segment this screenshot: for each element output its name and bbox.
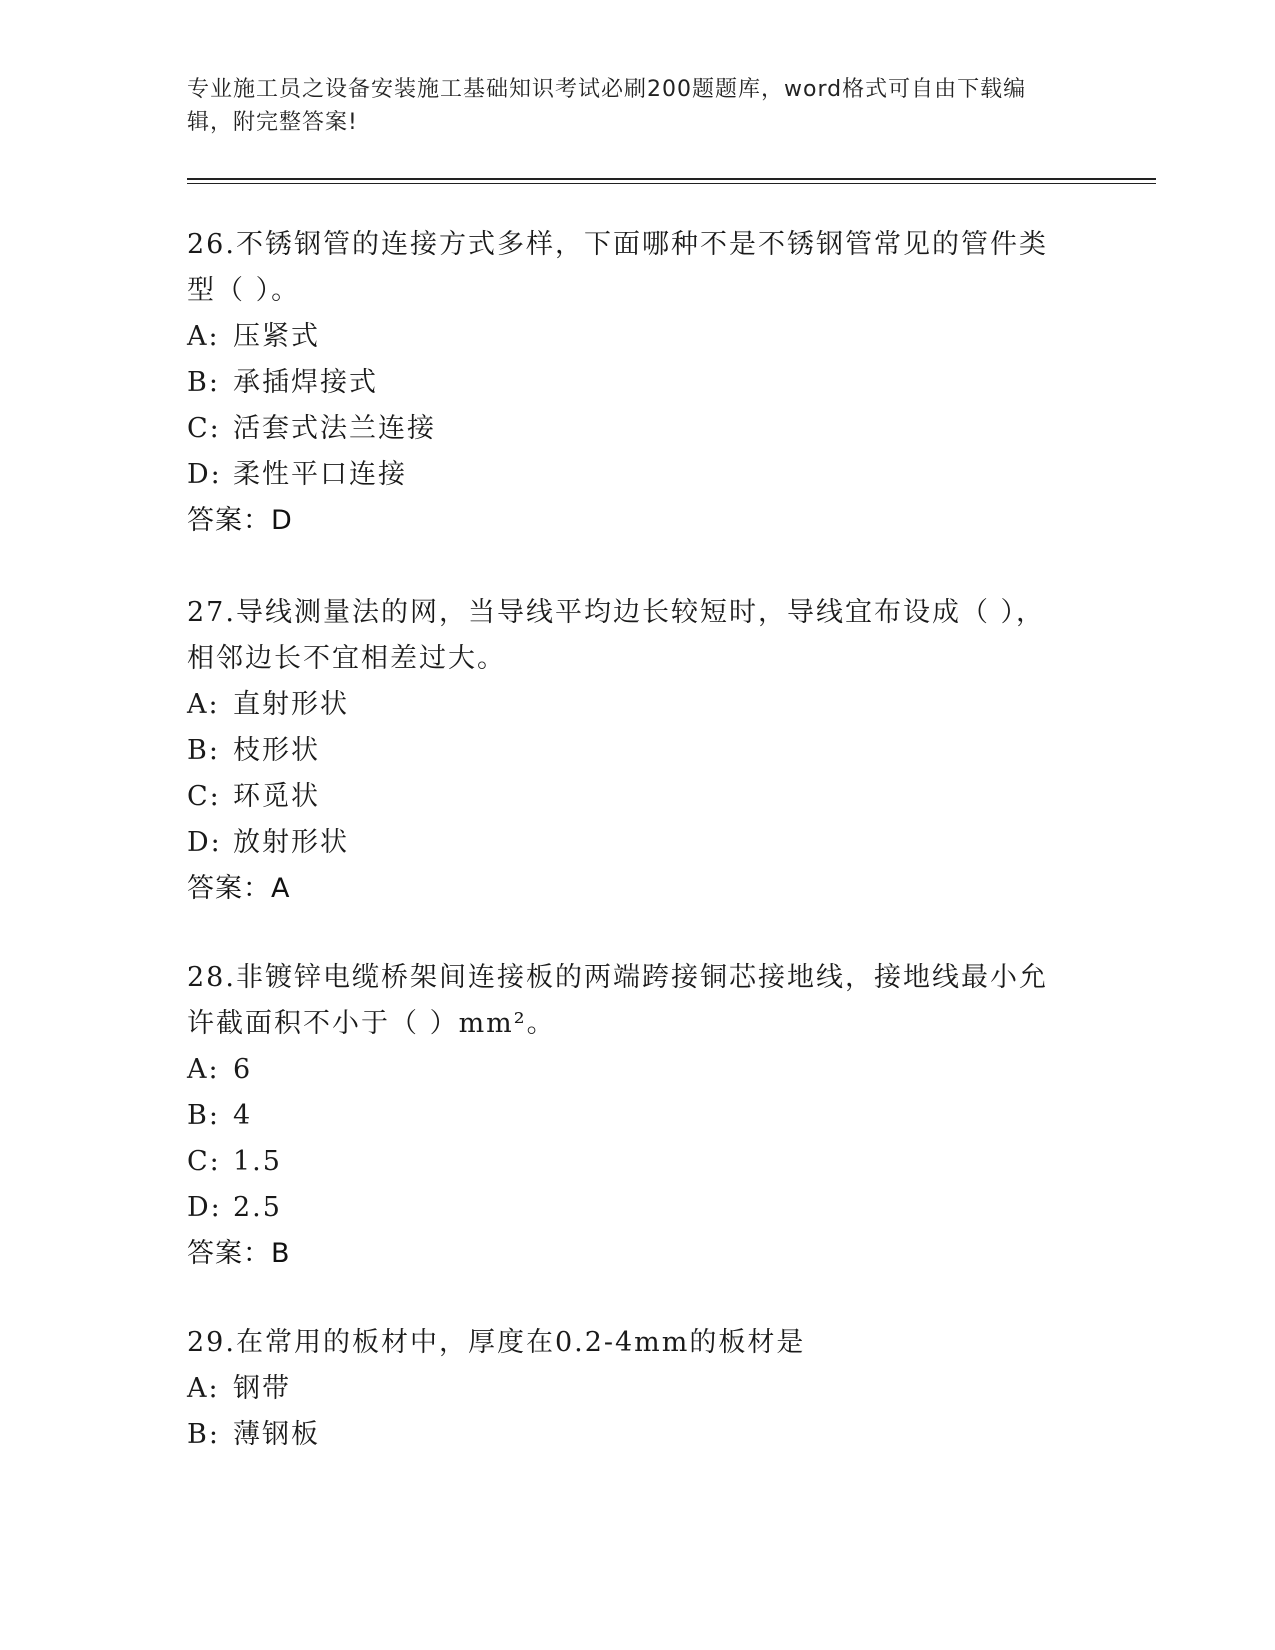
option-text: 1.5	[233, 1146, 282, 1177]
option-c	[187, 1139, 1067, 1185]
question-text: 28.非镀锌电缆桥架间连接板的两端跨接铜芯接地线，接地线最小允许截面积不小于（ ）mm²。	[187, 962, 1048, 1039]
question-29	[187, 1320, 1067, 1458]
option-label: D:	[187, 827, 222, 858]
option-label: B:	[187, 735, 220, 766]
option-a	[187, 1366, 1067, 1412]
document-header	[187, 73, 1067, 139]
header-divider-thin	[187, 183, 1156, 184]
question-28	[187, 955, 1067, 1277]
option-text: 柔性平口连接	[233, 459, 407, 490]
answer-line: 答案：A	[187, 873, 291, 904]
header-divider-thick	[187, 178, 1156, 180]
option-text: 2.5	[233, 1192, 282, 1223]
option-text: 钢带	[233, 1373, 291, 1404]
option-label: C:	[187, 413, 221, 444]
option-label: D:	[187, 459, 222, 490]
option-c	[187, 774, 1067, 820]
option-text: 枝形状	[233, 735, 320, 766]
option-label: B:	[187, 1419, 220, 1450]
option-a	[187, 1047, 1067, 1093]
option-text: 活套式法兰连接	[233, 413, 436, 444]
question-26	[187, 222, 1067, 544]
option-b	[187, 360, 1067, 406]
option-c	[187, 406, 1067, 452]
option-b	[187, 1412, 1067, 1458]
answer-line: 答案：D	[187, 505, 293, 536]
option-b	[187, 728, 1067, 774]
question-text: 27.导线测量法的网，当导线平均边长较短时，导线宜布设成（ ），相邻边长不宜相差过大。	[187, 597, 1046, 674]
question-27	[187, 590, 1067, 912]
option-text: 放射形状	[233, 827, 349, 858]
option-label: B:	[187, 367, 220, 398]
option-text: 环觅状	[233, 781, 320, 812]
option-b	[187, 1093, 1067, 1139]
option-d	[187, 452, 1067, 498]
option-label: C:	[187, 781, 221, 812]
option-a	[187, 314, 1067, 360]
option-text: 承插焊接式	[233, 367, 378, 398]
question-text: 26.不锈钢管的连接方式多样，下面哪种不是不锈钢管常见的管件类型（ ）。	[187, 229, 1048, 306]
option-text: 6	[233, 1054, 253, 1085]
option-label: C:	[187, 1146, 221, 1177]
option-label: A:	[187, 1054, 220, 1085]
option-d	[187, 820, 1067, 866]
option-text: 4	[233, 1100, 253, 1131]
answer-line: 答案：B	[187, 1238, 291, 1269]
option-label: B:	[187, 1100, 220, 1131]
option-label: D:	[187, 1192, 222, 1223]
option-text: 压紧式	[233, 321, 320, 352]
option-a	[187, 682, 1067, 728]
option-text: 薄钢板	[233, 1419, 320, 1450]
option-label: A:	[187, 689, 220, 720]
option-d	[187, 1185, 1067, 1231]
option-label: A:	[187, 1373, 220, 1404]
header-text: 专业施工员之设备安装施工基础知识考试必刷200题题库，word格式可自由下载编辑，附完整答案!	[187, 77, 1027, 135]
question-text: 29.在常用的板材中，厚度在0.2-4mm的板材是	[187, 1327, 806, 1358]
option-label: A:	[187, 321, 220, 352]
option-text: 直射形状	[233, 689, 349, 720]
